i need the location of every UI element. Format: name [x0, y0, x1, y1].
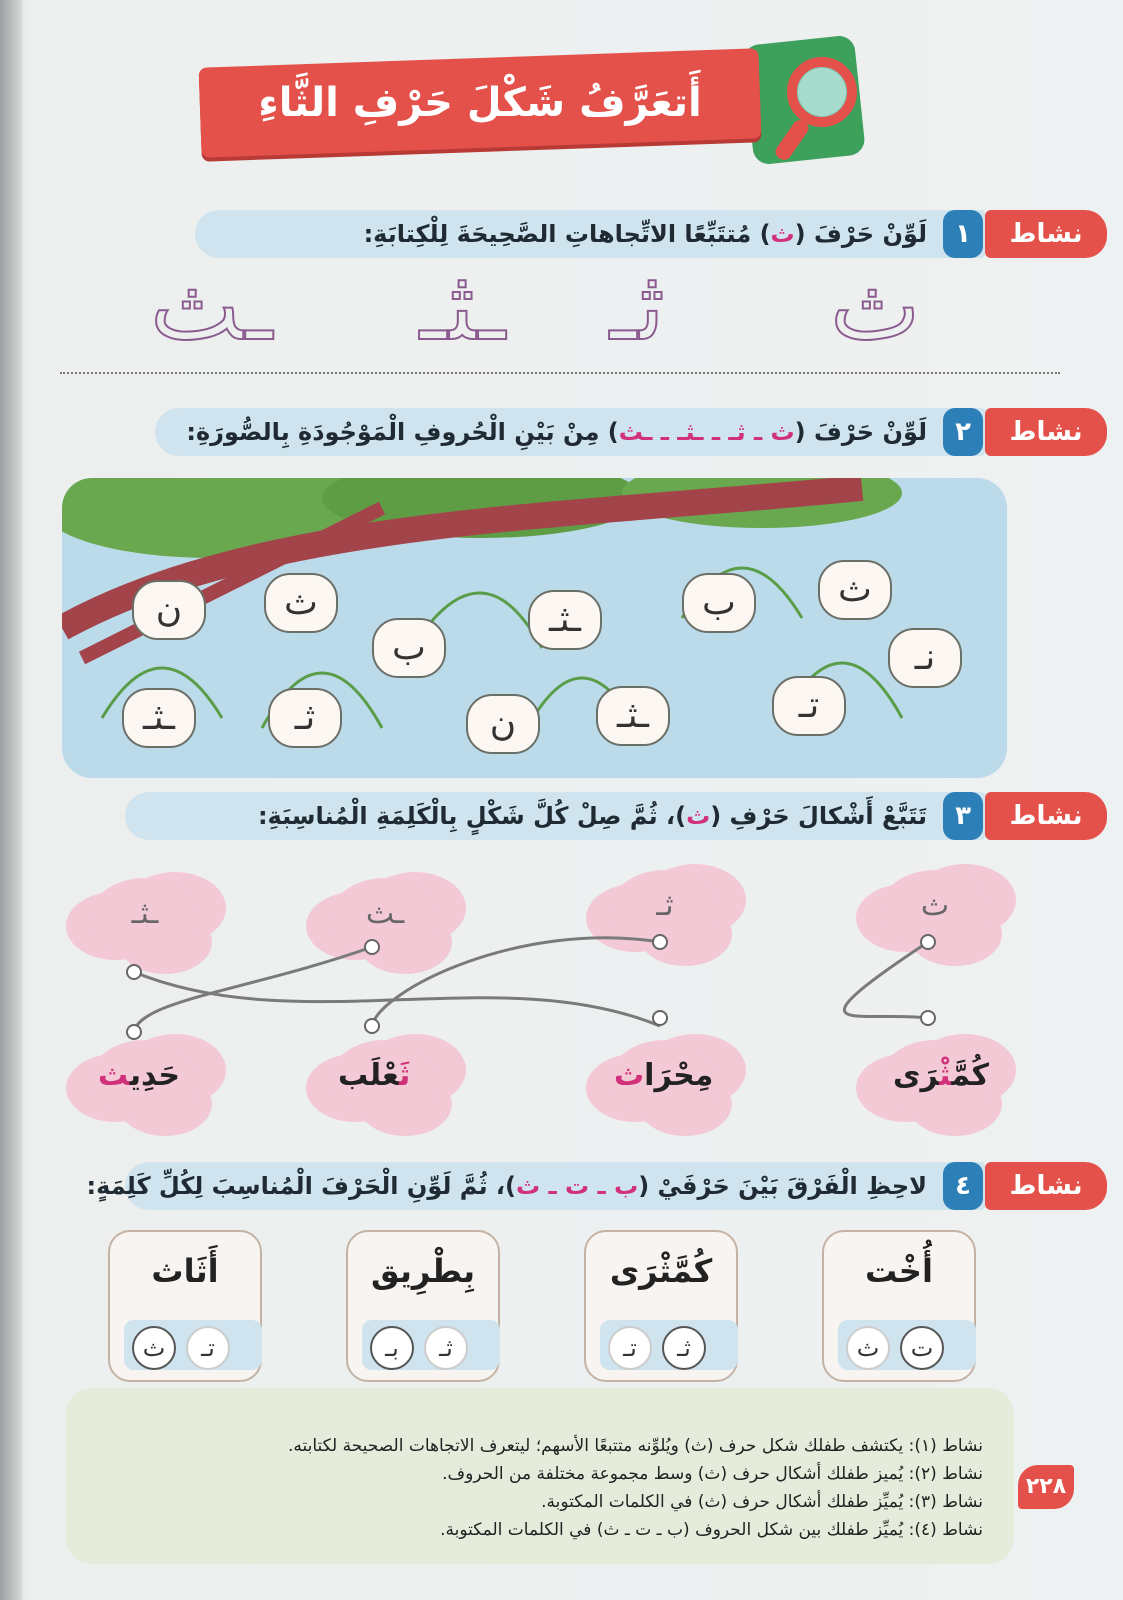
letter-bubble[interactable]: ـثـ [122, 688, 196, 748]
letter-option[interactable]: ث [846, 1326, 890, 1370]
letter-bubble[interactable]: ـثـ [528, 590, 602, 650]
page-number: ٢٢٨ [1018, 1465, 1074, 1509]
card-word: أُخْت [865, 1252, 933, 1290]
connector-dot[interactable] [652, 1010, 668, 1026]
trace-letter-final[interactable]: ـث [150, 250, 273, 362]
letter-bubble[interactable]: ن [132, 580, 206, 640]
note-activity-1: نشاط (١): يكتشف طفلك شكل حرف (ث) ويُلوِّنه متتبعًا الأسهم؛ ليتعرف الاتجاهات الصحيحة لكتابته. [287, 1436, 983, 1456]
word-thaalab: ثَعْلَب [338, 1058, 411, 1093]
letter-option[interactable]: ت [900, 1326, 944, 1370]
word-kummathra: كُمَّثْرَى [893, 1058, 989, 1093]
letter-bubble[interactable]: ث [818, 560, 892, 620]
letter-bubble[interactable]: ب [372, 618, 446, 678]
shape-cloud-2-letter: ثـ [656, 888, 674, 923]
activity-1-tag: نشاط [985, 210, 1107, 258]
connector-dot[interactable] [920, 934, 936, 950]
letter-bubble[interactable]: ن [466, 694, 540, 754]
trace-letter-initial[interactable]: ثـ [610, 250, 665, 362]
activity-1-instruction: لَوِّنْ حَرْفَ (ث) مُتتَبِّعًا الاتِّجاهاتِ الصَّحِيحَةَ لِلْكِتابَةِ: [363, 220, 927, 248]
writing-baseline [60, 372, 1060, 374]
word-card-bitriq [346, 1230, 500, 1382]
letter-option[interactable]: بـ [370, 1326, 414, 1370]
activity-1-number: ١ [943, 210, 983, 258]
activity-4-number: ٤ [943, 1162, 983, 1210]
letter-bubble[interactable]: ث [264, 573, 338, 633]
letter-bubble[interactable]: ب [682, 573, 756, 633]
connector-dot[interactable] [126, 964, 142, 980]
trace-letter-isolated[interactable]: ث [830, 250, 921, 362]
connector-dot[interactable] [364, 1018, 380, 1034]
letter-option[interactable]: تـ [186, 1326, 230, 1370]
letter-option[interactable]: تـ [608, 1326, 652, 1370]
note-activity-4: نشاط (٤): يُميِّز طفلك بين شكل الحروف (ب ـ ت ـ ث) في الكلمات المكتوبة. [440, 1520, 983, 1540]
letter-bubble[interactable]: ثـ [268, 688, 342, 748]
card-word: أَثَاث [151, 1252, 219, 1290]
note-activity-3: نشاط (٣): يُميِّز طفلك أشكال حرف (ث) في الكلمات المكتوبة. [541, 1492, 983, 1512]
shape-cloud-1-letter: ث [920, 888, 950, 923]
connector-dot[interactable] [920, 1010, 936, 1026]
activity-3-number: ٣ [943, 792, 983, 840]
letter-bubble[interactable]: ـثـ [596, 686, 670, 746]
shape-cloud-4-letter: ـثـ [131, 896, 159, 931]
trace-letter-medial[interactable]: ـثـ [420, 250, 506, 362]
activity-2-instruction: لَوِّنْ حَرْفَ (ث ـ ثـ ـ ـثـ ـ ـث) مِنْ بَيْنِ الْحُروفِ الْمَوْجُودَةِ بِالصُّورَةِ: [186, 418, 927, 446]
word-card-kummathra [584, 1230, 738, 1382]
word-card-athath [108, 1230, 262, 1382]
activity-2-number: ٢ [943, 408, 983, 456]
magnifier-icon [770, 48, 866, 168]
word-mihrath: مِحْرَاث [614, 1058, 714, 1093]
activity-2-tag: نشاط [985, 408, 1107, 456]
connector-dot[interactable] [364, 939, 380, 955]
letter-option[interactable]: ثـ [662, 1326, 706, 1370]
shape-cloud-3-letter: ـث [365, 896, 405, 931]
letter-option[interactable]: ثـ [424, 1326, 468, 1370]
connector-dot[interactable] [126, 1024, 142, 1040]
letter-option[interactable]: ث [132, 1326, 176, 1370]
activity-3-instruction: تَتَبَّعْ أَشْكالَ حَرْفِ (ث)، ثُمَّ صِلْ كُلَّ شَكْلٍ بِالْكَلِمَةِ الْمُناسِبَةِ: [257, 802, 927, 830]
word-card-ukht [822, 1230, 976, 1382]
letter-bubble[interactable]: نـ [888, 628, 962, 688]
card-word: كُمَّثْرَى [609, 1252, 713, 1290]
card-word: بِطْرِيق [371, 1252, 475, 1290]
activity-3-tag: نشاط [985, 792, 1107, 840]
page-title: أَتعَرَّفُ شَكْلَ حَرْفِ الثَّاءِ [258, 80, 702, 126]
activity-4-tag: نشاط [985, 1162, 1107, 1210]
letter-bubble[interactable]: تـ [772, 676, 846, 736]
tree-vine-scene [62, 478, 1007, 778]
connector-dot[interactable] [652, 934, 668, 950]
page-spine [0, 0, 22, 1600]
word-hadith: حَدِيث [98, 1058, 180, 1093]
note-activity-2: نشاط (٢): يُميز طفلك أشكال حرف (ث) وسط مجموعة مختلفة من الحروف. [442, 1464, 983, 1484]
activity-4-instruction: لاحِظِ الْفَرْقَ بَيْنَ حَرْفَيْ (ب ـ ت ـ ث)، ثُمَّ لَوِّنِ الْحَرْفَ الْمُناسِبَ لِكُلِّ كَلِمَةٍ: [86, 1172, 927, 1200]
